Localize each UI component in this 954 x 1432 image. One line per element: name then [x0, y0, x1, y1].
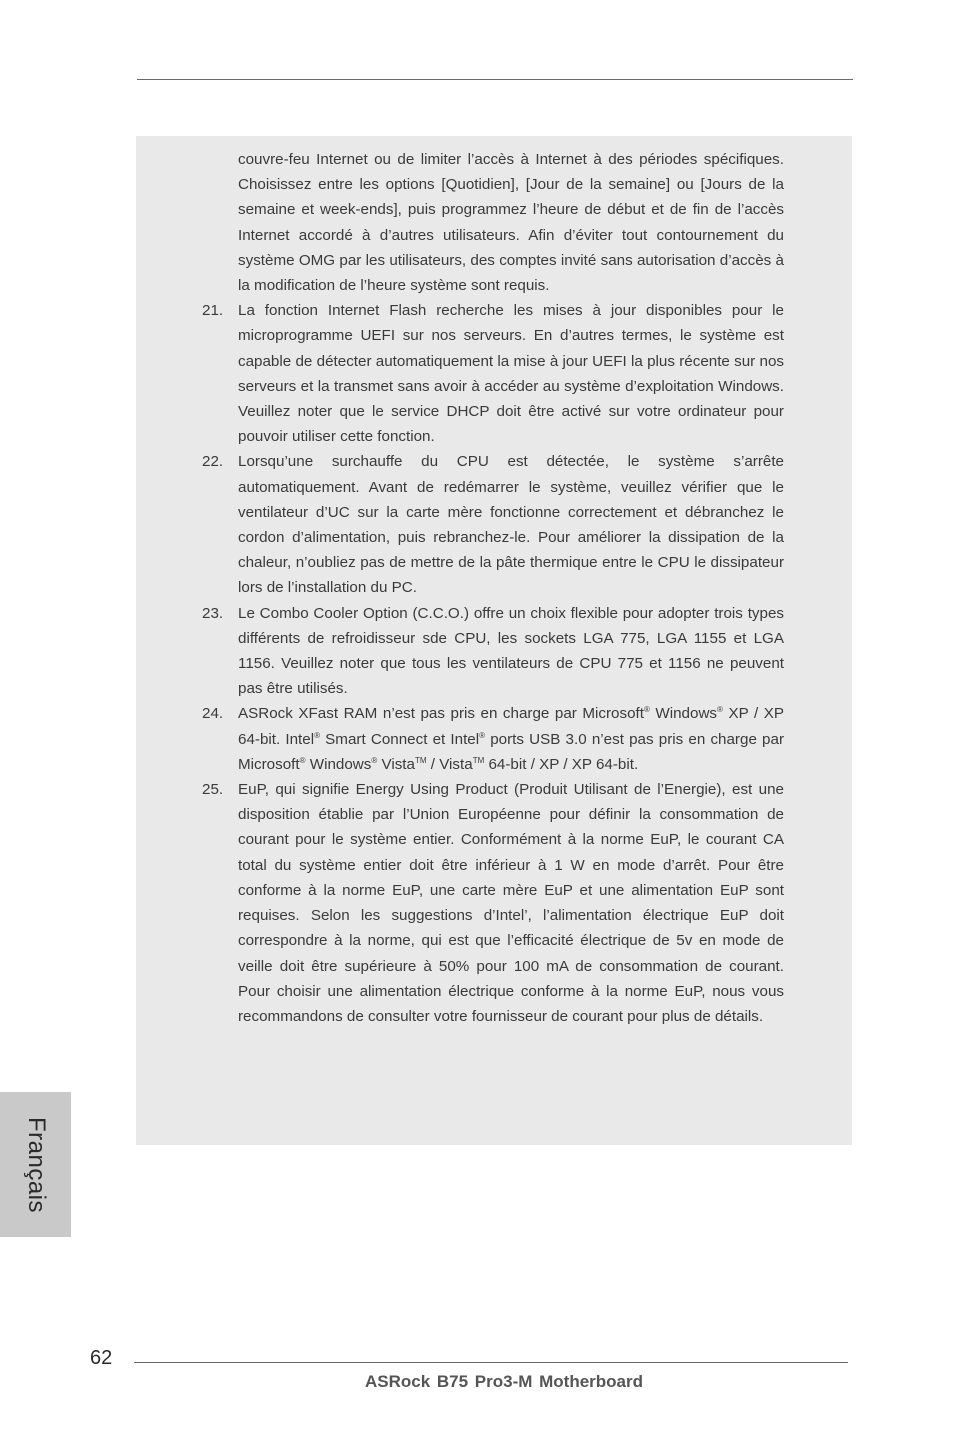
- item-number: 22.: [202, 453, 224, 471]
- item-number: 24.: [202, 705, 224, 723]
- item-text: EuP, qui signifie Energy Using Product (Produit Utilisant de l’Energie), est une disposition établie par l’Union Européenne pour définir la consommation de courant pour le système entier. Conformément à la norme EuP, le courant CA total du système entier doit être inférieur à 1 W en mode d’arrêt. Pour être conforme à la norme EuP, une carte mère EuP et une alimentation EuP sont requises. Selon les suggestions d’Intel’, l’alimentation électrique EuP doit correspondre à la norme, qui est que l’efficacité électrique de 5v en mode de veille doit être supérieure à 50% pour 100 mA de consommation de courant. Pour choisir une alimentation électrique conforme à la norme EuP, nous vous recommandons de consulter votre fournisseur de courant pour plus de détails.: [238, 781, 784, 1025]
- list-item-22: [202, 449, 784, 600]
- list-item-25: [202, 777, 784, 1029]
- item-text: ASRock XFast RAM n’est pas pris en charge par Microsoft® Windows® XP / XP 64-bit. Intel® Smart Connect et Intel® ports USB 3.0 n’est pas pris en charge par Microsoft® Windows® Vista™ / Vista™ 64-bit / XP / XP 64-bit.: [238, 705, 785, 773]
- item-number: 25.: [202, 781, 224, 799]
- language-tab-label: Français: [22, 1116, 50, 1213]
- header-rule: [137, 79, 853, 80]
- body-text: [202, 147, 785, 1029]
- continuation-paragraph: couvre-feu Internet ou de limiter l’accès à Internet à des périodes spécifiques. Choisissez entre les options [Quotidien], [Jour de la semaine] ou [Jours de la semaine et week-ends], puis programmez l’heure de début et de fin de l’accès Internet accordé à d’autres utilisateurs. Afin d’éviter tout contournement du système OMG par les utilisateurs, des comptes invité sans autorisation d’accès à la modification de l’heure système sont requis.: [238, 151, 784, 295]
- item-text: Le Combo Cooler Option (C.C.O.) offre un choix flexible pour adopter trois types différents de refroidisseur sde CPU, les sockets LGA 775, LGA 1155 et LGA 1156. Veuillez noter que tous les ventilateurs de CPU 775 et 1156 ne peuvent pas être utilisés.: [238, 604, 784, 698]
- list-item-23: [202, 601, 784, 702]
- list-item-21: [202, 298, 784, 449]
- item-text: La fonction Internet Flash recherche les mises à jour disponibles pour le microprogramme UEFI sur nos serveurs. En d’autres termes, le système est capable de détecter automatiquement la mise à jour UEFI la plus récente sur nos serveurs et la transmet sans avoir à accéder au système d’exploitation Windows. Veuillez noter que le service DHCP doit être activé sur votre ordinateur pour pouvoir utiliser cette fonction.: [238, 302, 784, 446]
- item-number: 23.: [202, 604, 224, 622]
- item-number: 21.: [202, 302, 224, 320]
- list-item-24: [202, 701, 785, 777]
- page-number: 62: [90, 1347, 113, 1369]
- footer-rule: [134, 1362, 848, 1363]
- footer-title: ASRock B75 Pro3-M Motherboard: [364, 1372, 644, 1391]
- language-tab: [0, 1092, 71, 1237]
- item-text: Lorsqu’une surchauffe du CPU est détectée, le système s’arrête automatiquement. Avant de redémarrer le système, veuillez vérifier que le ventilateur d’UC sur la carte mère fonctionne correctement et débranchez le cordon d’alimentation, puis rebranchez-le. Pour améliorer la dissipation de la chaleur, n’oubliez pas de mettre de la pâte thermique entre le CPU le dissipateur lors de l’installation du PC.: [238, 453, 784, 597]
